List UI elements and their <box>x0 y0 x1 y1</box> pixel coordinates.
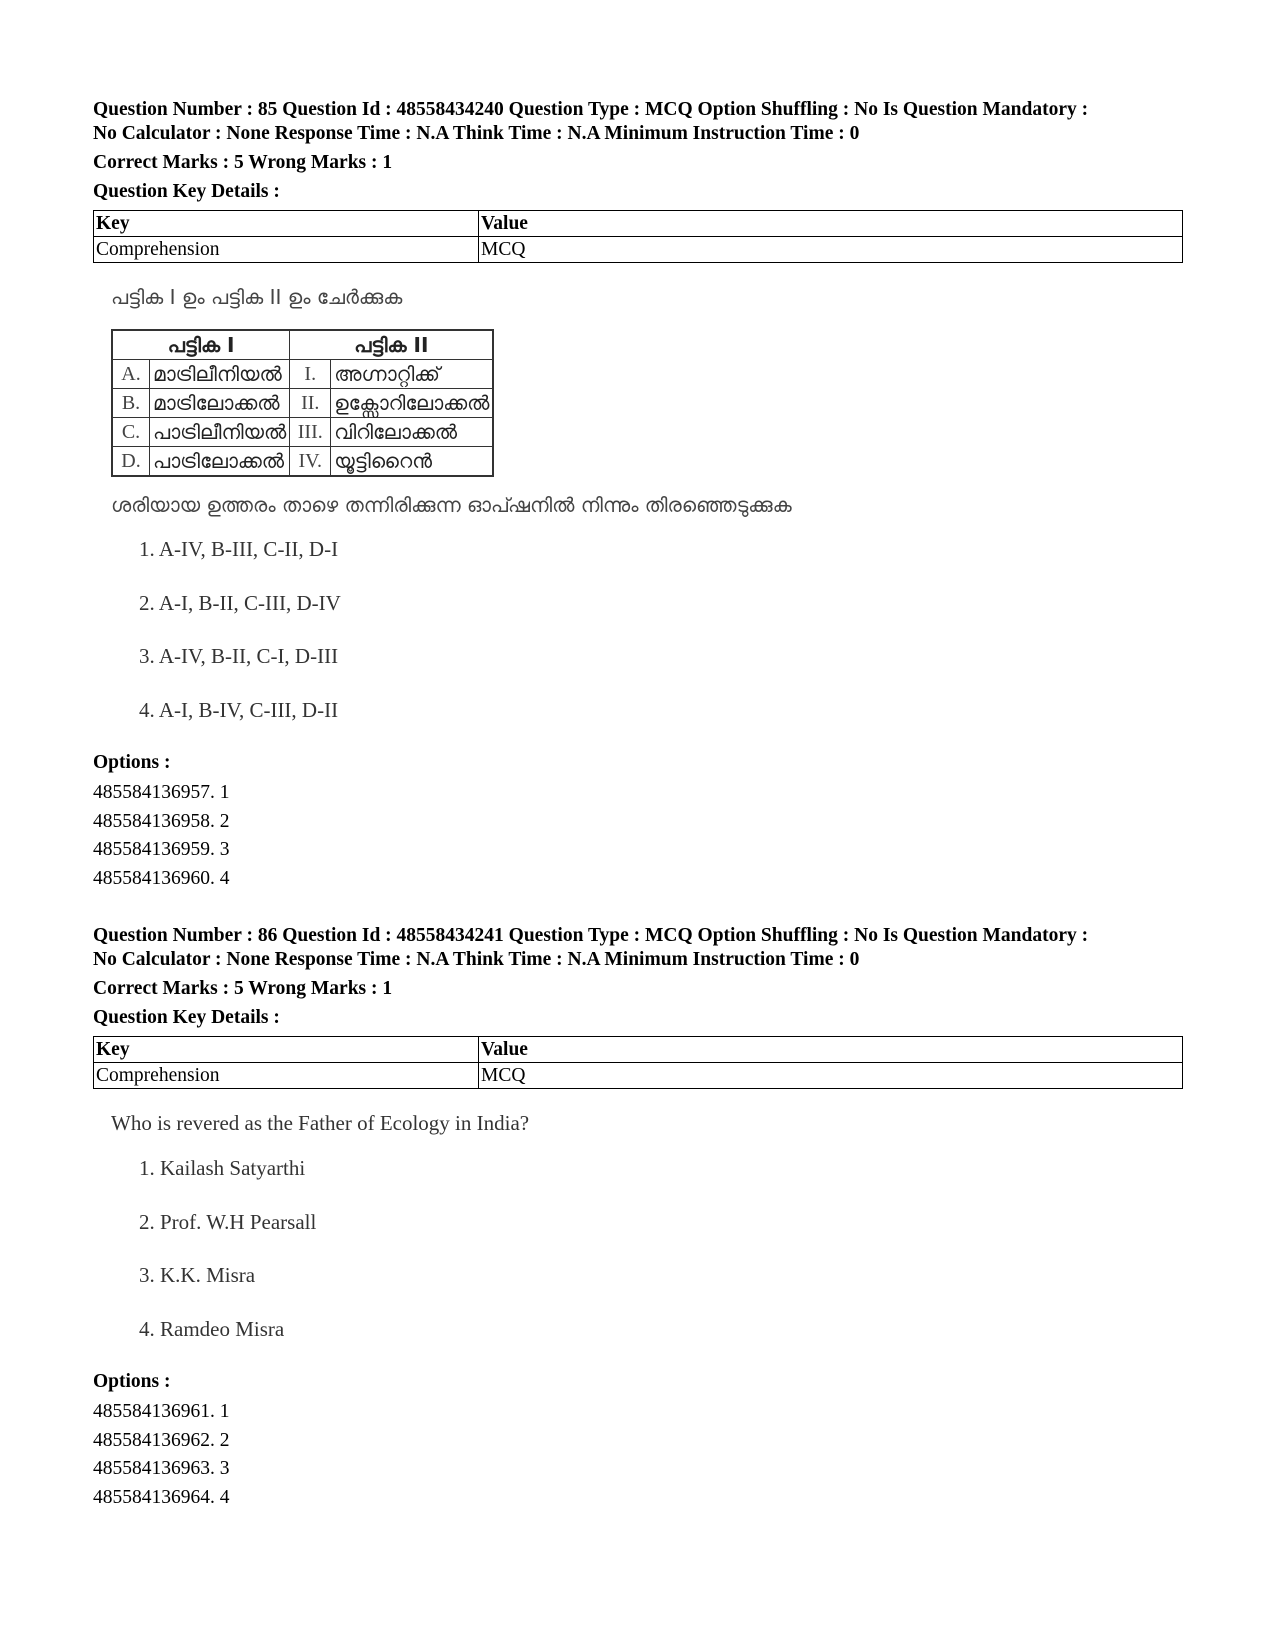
question-86 <box>93 924 1183 1512</box>
option-id: 485584136959. 3 <box>93 839 230 860</box>
list-2-item: വിറിലോക്കൽ <box>331 418 494 447</box>
value-cell: MCQ <box>479 1063 1183 1089</box>
match-row <box>112 447 493 477</box>
match-row <box>112 360 493 389</box>
row-label: C. <box>112 418 150 447</box>
key-cell: Comprehension <box>94 1063 479 1089</box>
option-id-list <box>93 1398 1183 1512</box>
list-2-header: പട്ടിക II <box>290 330 494 360</box>
option-id: 485584136960. 4 <box>93 867 230 889</box>
row-label: A. <box>112 360 150 389</box>
choice-list <box>139 537 1183 751</box>
option-id: 485584136961. 1 <box>93 1401 230 1422</box>
choice-item: 3. A-IV, B-II, C-I, D-III <box>139 644 339 668</box>
meta-line-2: No Calculator : None Response Time : N.A Think Time : N.A Minimum Instruction Time : 0 <box>93 123 860 144</box>
marks: Correct Marks : 5 Wrong Marks : 1 <box>93 152 393 173</box>
row-label: III. <box>290 418 331 447</box>
list-2-item: യൂട്ടിറൈൻ <box>331 447 494 477</box>
choice-item: 4. Ramdeo Misra <box>139 1316 285 1341</box>
row-label: B. <box>112 389 150 418</box>
key-table <box>93 210 1183 263</box>
key-header: Key <box>94 211 479 237</box>
meta-line-1: Question Number : 85 Question Id : 48558434240 Question Type : MCQ Option Shuffling : No Is Question Mandatory : <box>93 99 1089 120</box>
choice-item: 1. Kailash Satyarthi <box>139 1156 306 1180</box>
key-header: Key <box>94 1037 479 1063</box>
key-details-label: Question Key Details : <box>93 1007 280 1028</box>
key-cell: Comprehension <box>94 237 479 263</box>
match-row <box>112 389 493 418</box>
list-1-item: പാട്രിലോക്കൽ <box>150 447 290 477</box>
option-id: 485584136964. 4 <box>93 1486 230 1508</box>
list-2-item: ഉക്സോറിലോക്കൽ <box>331 389 494 418</box>
choice-item: 1. A-IV, B-III, C-II, D-I <box>139 537 339 561</box>
option-id: 485584136962. 2 <box>93 1429 230 1451</box>
list-1-item: പാട്രിലീനിയൽ <box>150 418 290 447</box>
question-image <box>93 285 1183 751</box>
option-id: 485584136963. 3 <box>93 1458 230 1479</box>
pick-instruction: ശരിയായ ഉത്തരം താഴെ തന്നിരിക്കുന്ന ഓപ്ഷനിൽ നിന്നും തിരഞ്ഞെടുക്കുക <box>111 493 792 517</box>
choice-list <box>139 1156 1183 1370</box>
choice-item: 2. A-I, B-II, C-III, D-IV <box>139 590 341 615</box>
options-label: Options : <box>93 1371 171 1392</box>
option-id: 485584136958. 2 <box>93 810 230 832</box>
list-2-item: അഗ്നാറ്റിക്ക് <box>331 360 494 389</box>
meta-line-2: No Calculator : None Response Time : N.A Think Time : N.A Minimum Instruction Time : 0 <box>93 949 860 970</box>
value-header: Value <box>479 211 1183 237</box>
row-label: I. <box>290 360 331 389</box>
question-text: Who is revered as the Father of Ecology in India? <box>111 1111 530 1135</box>
list-1-item: മാട്രിലോക്കൽ <box>150 389 290 418</box>
match-instruction: പട്ടിക I ഉം പട്ടിക II ഉം ചേർക്കുക <box>111 285 403 309</box>
key-table <box>93 1036 1183 1089</box>
value-cell: MCQ <box>479 237 1183 263</box>
list-1-header: പട്ടിക I <box>112 330 290 360</box>
question-meta <box>93 924 1183 972</box>
value-header: Value <box>479 1037 1183 1063</box>
row-label: IV. <box>290 447 331 477</box>
row-label: II. <box>290 389 331 418</box>
choice-item: 2. Prof. W.H Pearsall <box>139 1209 317 1234</box>
options-label: Options : <box>93 752 171 773</box>
list-1-item: മാട്രിലീനിയൽ <box>150 360 290 389</box>
option-id: 485584136957. 1 <box>93 782 230 803</box>
page <box>93 98 1183 1512</box>
key-details-label: Question Key Details : <box>93 181 280 202</box>
question-image <box>93 1111 1183 1370</box>
match-table <box>111 329 494 477</box>
choice-item: 3. K.K. Misra <box>139 1263 256 1287</box>
row-label: D. <box>112 447 150 477</box>
match-row <box>112 418 493 447</box>
question-85 <box>93 98 1183 893</box>
meta-line-1: Question Number : 86 Question Id : 48558434241 Question Type : MCQ Option Shuffling : No Is Question Mandatory : <box>93 925 1089 946</box>
option-id-list <box>93 779 1183 893</box>
question-meta <box>93 98 1183 146</box>
choice-item: 4. A-I, B-IV, C-III, D-II <box>139 697 339 722</box>
marks: Correct Marks : 5 Wrong Marks : 1 <box>93 978 393 999</box>
